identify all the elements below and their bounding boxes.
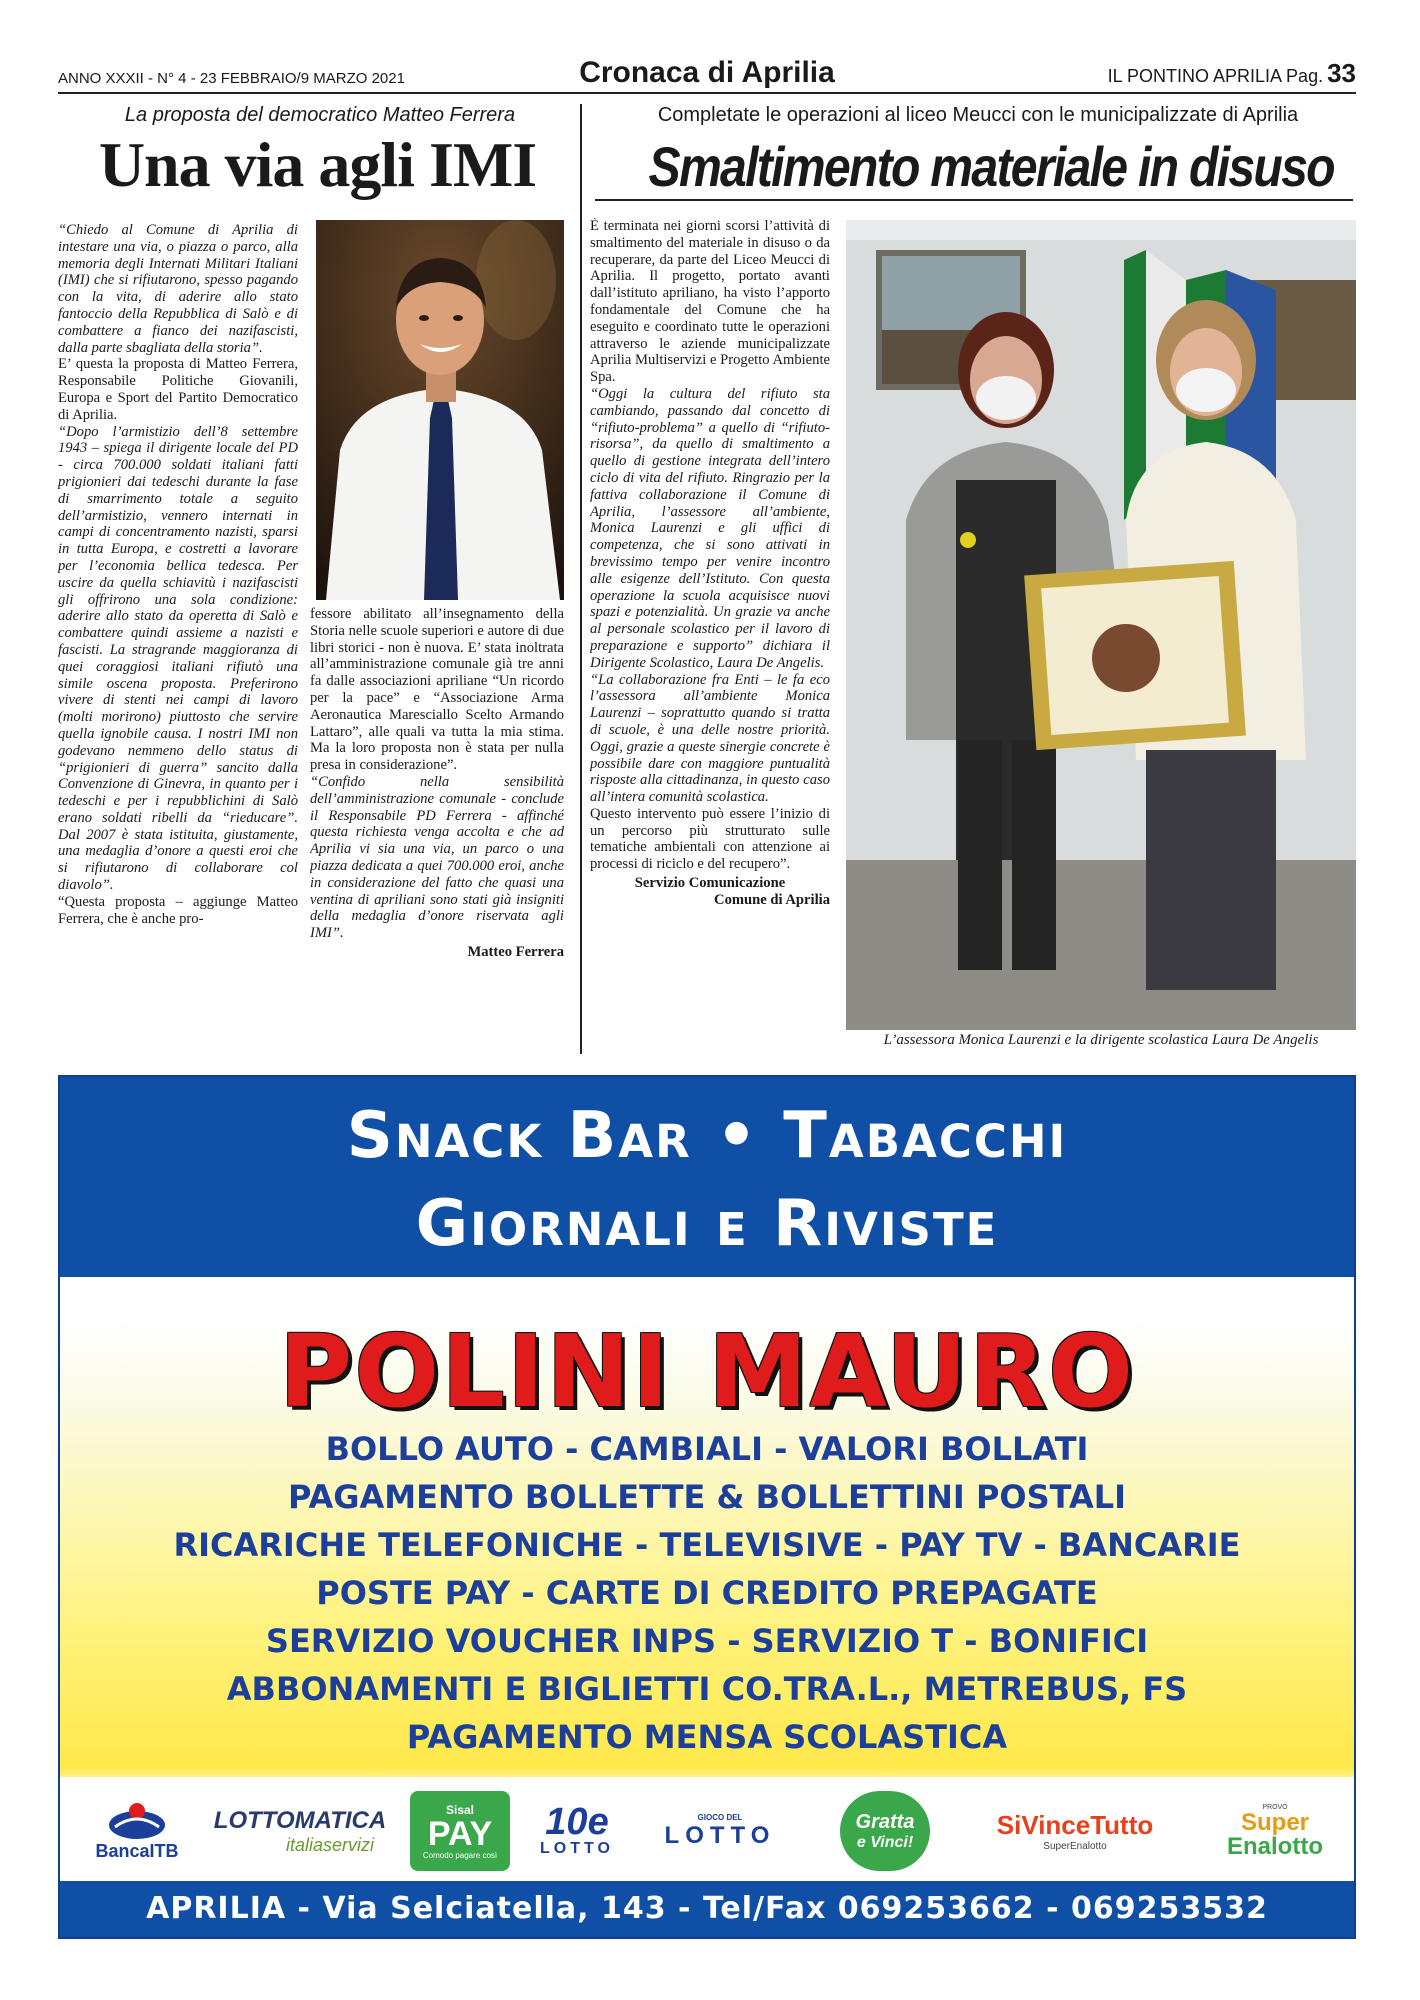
service-item: POSTE PAY - CARTE DI CREDITO PREPAGATE [316,1574,1098,1612]
page-header [58,54,1356,94]
signature-line-2: Comune di Aprilia [714,891,830,908]
paragraph: È terminata nei giorni scorsi l’attività di smaltimento del materiale in disuso o da recuperare, da parte del Liceo Meucci di Aprilia. Il progetto, portato avanti dall’istituto apriliano, ha visto l’apporto fondamentale del Comune che ha eseguito e coordinato tutte le operazioni attraverso le aziende municipalizzate Aprilia Multiservizi e Progetto Ambiente Spa. [590,218,830,386]
service-item: PAGAMENTO MENSA SCOLASTICA [406,1718,1008,1756]
service-item: BOLLO AUTO - CAMBIALI - VALORI BOLLATI [325,1430,1089,1468]
superenalotto-logo: PROVO Super Enalotto [1227,1803,1323,1860]
award-illustration [846,220,1356,1030]
service-item: ABBONAMENTI E BIGLIETTI CO.TRA.L., METREBUS, FS [226,1670,1188,1708]
right-headline: Smaltimento materiale in disuso [648,135,1334,198]
paragraph: “Confido nella sensibilità dell’amministrazione comunale - conclude il Responsabile PD Ferrera - affinché questa richiesta venga accolta e che ad Aprilia vi sia una via, un parco o una piazza dedicata a quei 700.000 eroi, anche in considerazione del fatto che quasi una ventina di apriliani sono stati già insigniti della medaglia d’onore riservata agli IMI”. [310,773,564,942]
bancaitb-icon [107,1801,167,1841]
paragraph: “Questa proposta – aggiunge Matteo Ferrera, che è anche pro- [58,893,298,927]
left-article-column-2 [310,606,564,1046]
issue-info: ANNO XXXII - N° 4 - 23 FEBBRAIO/9 MARZO 2021 [58,70,405,87]
signature-line-1: Servizio Comunicazione [634,875,786,892]
right-kicker: Completate le operazioni al liceo Meucci con le municipalizzate di Aprilia [657,104,1299,126]
ad-services-list [60,1425,1354,1761]
portrait-photo [316,220,564,600]
paragraph: “Chiedo al Comune di Aprilia di intestare una via, o piazza o parco, alla memoria degli Internati Militari Italiani (IMI) che si rifiutarono, spesso pagando con la vita, di aderire allo stato fantoccio della Repubblica di Salò e di combattere a fianco dei nazifascisti, dalla parte sbagliata della storia”. [58,222,298,356]
award-photo [846,220,1356,1030]
advertisement [58,1075,1356,1939]
photo-caption: L’assessora Monica Laurenzi e la dirigente scolastica Laura De Angelis [883,1032,1319,1048]
service-item: SERVIZIO VOUCHER INPS - SERVIZIO T - BONIFICI [265,1622,1149,1660]
right-article-column [590,218,830,1048]
left-kicker: La proposta del democratico Matteo Ferrera [124,104,516,126]
service-item: PAGAMENTO BOLLETTE & BOLLETTINI POSTALI [287,1478,1127,1516]
page-number: 33 [1327,58,1356,88]
left-headline: Una via agli IMI [98,129,537,200]
paragraph: “Oggi la cultura del rifiuto sta cambiando, passando dal concetto di “rifiuto-problema” a quello di “rifiuto-risorsa”, da quello di smaltimento a quello di gestione integrata dell’intero ciclo di vita del rifiuto. Ringrazio per la fattiva collaborazione il Comune di Aprilia, l’assessore all’ambiente, Monica Laurenzi e gli uffici di competenza, che si sono attivati in brevissimo tempo per venire incontro alle esigenze dell’Istituto. Con questa operazione la scuola acquisisce nuovi spazi e potenzialità. Un grazie va anche al personale scolastico per il lavoro di preparazione e supporto” dichiara il Dirigente Scolastico, Laura De Angelis. [590,385,830,671]
paragraph: “La collaborazione fra Enti – le fa eco l’assessora all’ambiente Monica Laurenzi – soprattutto quando si tratta di scuole, è una delle nostre priorità. Oggi, grazie a queste sinergie concrete è possibile dare con maggiore puntualità risposte alla cittadinanza, in questo caso all’intera comunità scolastica. [590,671,830,806]
portrait-illustration [316,220,564,600]
lotto-logo: GIOCO DEL LOTTO [664,1812,776,1849]
paragraph: Questo intervento può essere l’inizio di un percorso più strutturato sulle tematiche ambientali con attenzione ai processi di riciclo e del recupero”. [590,805,830,873]
signature: Matteo Ferrera [467,943,564,960]
ad-line-1: Snack Bar • Tabacchi [346,1099,1068,1173]
paper-name: IL PONTINO APRILIA Pag. [1107,66,1324,86]
ad-footer-address: APRILIA - Via Selciatella, 143 - Tel/Fax 069253662 - 069253532 [60,1881,1354,1937]
title-underline [595,199,1353,201]
10elotto-logo: 10e LOTTO [540,1801,614,1857]
partner-logos [60,1777,1354,1882]
left-article-column-1 [58,222,298,1052]
paragraph: “Dopo l’armistizio dell’8 settembre 1943 – spiega il dirigente locale del PD - circa 700.000 soldati italiani fatti prigionieri dai tedeschi durante la fase di smarrimento totale a seguito dell’armistizio, vennero internati in campi di concentramento nazisti, sparsi in tutta Europa, e costretti a lavorare per l’economia bellica tedesca. Per uscire da quella schiavitù i nazifascisti gli offrirono una sola condizione: aderire allo stato da operetta di Salò e combattere quindi assieme a nazisti e fascisti. La stragrande maggioranza di quei coraggiosi italiani rifiutò una simile oscena proposta. Preferirono vivere di stenti nei campi di lavoro (molti morirono) piuttosto che servire quella ignobile causa. I nostri IMI non godevano nemmeno dello status di “prigionieri di guerra” sancito dalla Convenzione di Ginevra, in quanto per i tedeschi e per i repubblichini di Salò erano soldati ribelli da “rieducare”. Dal 2007 è stata istituita, giustamente, una medaglia d’onore a questi eroi che si rifiutarono di collaborare col diavolo”. [58,423,298,894]
service-item: RICARICHE TELEFONICHE - TELEVISIVE - PAY TV - BANCARIE [173,1526,1241,1564]
lottomatica-logo: LOTTOMATICA italiaservizi [213,1806,387,1855]
ad-business-name: POLINI MAURO [279,1313,1135,1430]
bancaitb-logo: BancaITB [72,1791,202,1871]
section-title: Cronaca di Aprilia [579,56,835,89]
sivincetutto-logo: SiVinceTutto SuperEnalotto [996,1810,1154,1852]
paper-info [1108,58,1356,89]
paragraph: fessore abilitato all’insegnamento della Storia nelle scuole superiori e autore di due libri storici - non è nuova. E’ stata inoltrata all’amministrazione comunale già tre anni fa dalle associazioni apriliane “Un ricordo per la pace” e “Associazione Arma Aeronautica Maresciallo Scelto Armando Lattaro”, alle quali va tutta la mia stima. Ma la loro proposta non è stata per nulla presa in considerazione”. [310,606,564,774]
column-divider [580,104,582,1054]
ad-header [60,1077,1354,1277]
sisal-pay-logo: Sisal PAY Comodo pagare così [410,1791,510,1871]
ad-line-2: Giornali e Riviste [415,1187,999,1261]
paragraph: E’ questa la proposta di Matteo Ferrera, Responsabile Politiche Giovanili, Europa e Sport del Partito Democratico di Aprilia. [58,356,298,423]
gratta-e-vinci-logo: Gratta e Vinci! [840,1791,930,1871]
